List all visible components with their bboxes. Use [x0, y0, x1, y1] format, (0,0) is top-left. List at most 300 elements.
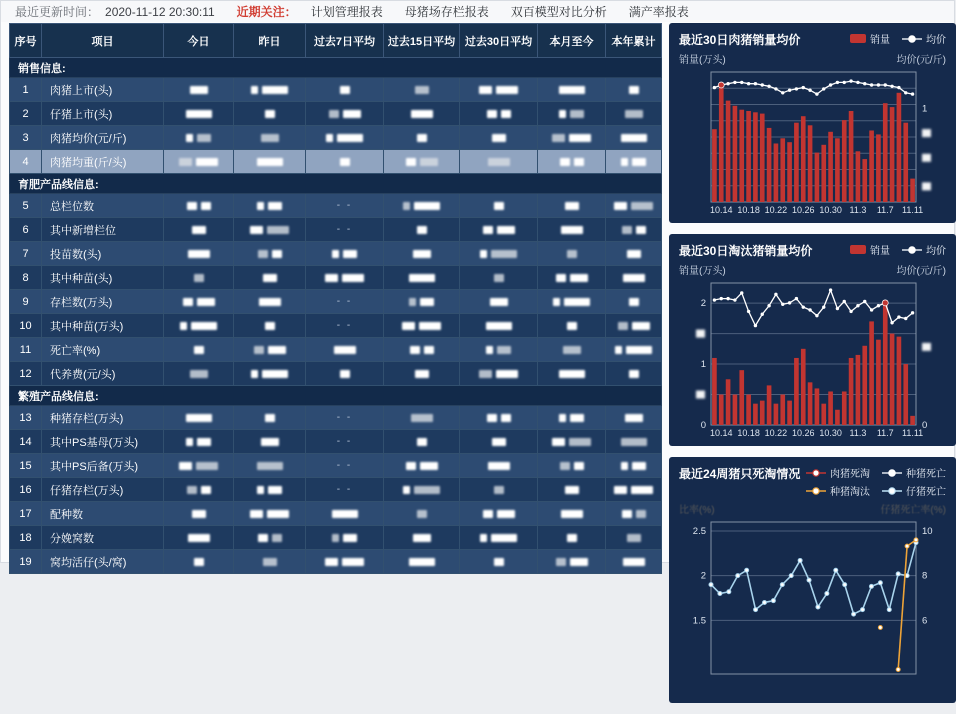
value-cell: [538, 526, 606, 550]
table-row-17[interactable]: [10, 502, 662, 526]
redacted-value: [234, 462, 305, 470]
value-cell: [606, 126, 662, 150]
value-cell: [460, 290, 538, 314]
chart-card-pig-sales-30d: [669, 23, 956, 223]
section-row: [10, 58, 662, 78]
value-cell: [234, 454, 306, 478]
value-cell: [606, 526, 662, 550]
y-axis-tick: 2: [700, 570, 706, 582]
row-index: 6: [10, 218, 42, 242]
x-axis-label: 11.7: [876, 428, 894, 438]
redacted-value: [538, 486, 605, 494]
row-item-label: 其中新增栏位: [42, 218, 164, 242]
value-cell: [164, 406, 234, 430]
x-axis-label: 10.22: [764, 205, 788, 215]
value-cell: [538, 290, 606, 314]
axis-titles: [679, 501, 946, 516]
redacted-value: [606, 274, 661, 282]
redacted-value: [234, 226, 305, 234]
redacted-value: [384, 110, 459, 118]
value-cell: [460, 242, 538, 266]
y-left-axis-title: 销量(万头): [679, 266, 726, 277]
row-item-label: 死亡率(%): [42, 338, 164, 362]
row-item-label: 仔猪上市(头): [42, 102, 164, 126]
legend-item-肉猪死淘[interactable]: [806, 465, 870, 480]
value-cell: [606, 430, 662, 454]
value-cell: [606, 550, 662, 574]
value-cell: [306, 150, 384, 174]
redacted-value: [538, 158, 605, 166]
value-cell: [306, 266, 384, 290]
redacted-value: [606, 226, 661, 234]
updated-time-value: 2020-11-12 20:30:11: [105, 4, 215, 19]
value-cell: [306, 338, 384, 362]
redacted-value: [306, 534, 383, 542]
table-row-15[interactable]: [10, 454, 662, 478]
redacted-value: [384, 250, 459, 258]
legend-label: 销量: [870, 246, 890, 257]
row-item-label: 窝均活仔(头/窝): [42, 550, 164, 574]
redacted-value: [234, 370, 305, 378]
row-index: 9: [10, 290, 42, 314]
redacted-value: [384, 486, 459, 494]
redacted-value: [460, 486, 537, 494]
value-cell: [164, 266, 234, 290]
value-cell: [306, 362, 384, 386]
value-cell: [538, 502, 606, 526]
redacted-value: [606, 134, 661, 142]
value-cell: [606, 266, 662, 290]
row-item-label: 分娩窝数: [42, 526, 164, 550]
value-cell: [234, 150, 306, 174]
value-cell: [538, 218, 606, 242]
table-row-4[interactable]: [10, 150, 662, 174]
value-cell: [306, 102, 384, 126]
redacted-value: [606, 462, 661, 470]
redacted-value: [384, 462, 459, 470]
redacted-value: [460, 86, 537, 94]
redacted-tick: [696, 391, 705, 399]
value-cell: [384, 406, 460, 430]
avg-price-line: [714, 81, 912, 94]
redacted-value: [460, 346, 537, 354]
redacted-value: [460, 370, 537, 378]
row-item-label: 投苗数(头): [42, 242, 164, 266]
value-cell: [606, 290, 662, 314]
row-item-label: 其中种苗(头): [42, 266, 164, 290]
empty-value-dash: - -: [336, 224, 353, 235]
y-axis-tick: 0: [700, 420, 706, 431]
row-item-label: 肉猪均重(斤/头): [42, 150, 164, 174]
value-cell: [234, 478, 306, 502]
value-cell: [384, 218, 460, 242]
value-cell: [460, 338, 538, 362]
value-cell: [384, 526, 460, 550]
value-cell: [234, 194, 306, 218]
table-row-14[interactable]: [10, 430, 662, 454]
table-row-1[interactable]: [10, 78, 662, 102]
legend-item-销量[interactable]: [850, 242, 890, 257]
table-row-18[interactable]: [10, 526, 662, 550]
value-cell: [164, 314, 234, 338]
legend-line-dot-icon: [882, 468, 902, 478]
y-left-axis-title: 销量(万头): [679, 55, 726, 66]
column-header: 过去30日平均: [460, 24, 538, 58]
report-link[interactable]: 满产率报表: [628, 5, 689, 19]
highlighted-point: [718, 82, 724, 88]
value-cell: [164, 338, 234, 362]
redacted-value: [384, 322, 459, 330]
value-cell: [164, 194, 234, 218]
redacted-value: [234, 438, 305, 446]
legend-item-仔猪死亡[interactable]: [882, 483, 946, 498]
row-index: 10: [10, 314, 42, 338]
y-axis-tick: 6: [922, 615, 928, 627]
report-link[interactable]: 计划管理报表: [310, 5, 383, 19]
redacted-value: [460, 534, 537, 542]
redacted-tick: [922, 154, 931, 162]
value-cell: [164, 502, 234, 526]
redacted-value: [164, 322, 233, 330]
value-cell: [164, 150, 234, 174]
recent-focus-label: 近期关注：: [236, 5, 297, 19]
row-index: 2: [10, 102, 42, 126]
report-link[interactable]: 母猪场存栏报表: [404, 5, 489, 19]
redacted-value: [538, 322, 605, 330]
value-cell: [606, 218, 662, 242]
value-cell: [538, 478, 606, 502]
redacted-value: [234, 134, 305, 142]
value-cell: [606, 150, 662, 174]
chart-header: [679, 31, 946, 48]
chart-card-cull-pig-sales-30d: [669, 234, 956, 446]
column-header: 昨日: [234, 24, 306, 58]
redacted-tick: [696, 330, 705, 338]
value-cell: [234, 78, 306, 102]
redacted-value: [538, 370, 605, 378]
table-row-8[interactable]: [10, 266, 662, 290]
chart-title: 最近30日肉猪销量均价: [679, 33, 801, 47]
value-cell: [538, 102, 606, 126]
column-header: 项目: [42, 24, 164, 58]
value-cell: [306, 454, 384, 478]
row-index: 14: [10, 430, 42, 454]
axis-titles: [679, 262, 946, 277]
value-cell: [460, 218, 538, 242]
value-cell: [460, 314, 538, 338]
value-cell: [234, 338, 306, 362]
value-cell: [384, 242, 460, 266]
value-cell: [164, 526, 234, 550]
value-cell: [606, 338, 662, 362]
table-row-13[interactable]: [10, 406, 662, 430]
empty-value-dash: - -: [336, 460, 353, 471]
avg-price-line: [714, 290, 912, 326]
redacted-value: [460, 510, 537, 518]
value-cell: [234, 406, 306, 430]
redacted-value: [234, 274, 305, 282]
value-cell: [606, 502, 662, 526]
redacted-value: [234, 110, 305, 118]
redacted-value: [606, 110, 661, 118]
value-cell: [384, 362, 460, 386]
value-cell: [538, 266, 606, 290]
value-cell: [538, 406, 606, 430]
redacted-value: [538, 414, 605, 422]
legend-item-均价[interactable]: [902, 31, 946, 46]
legend-label: 肉猪死淘: [830, 469, 870, 480]
value-cell: [606, 78, 662, 102]
value-cell: [460, 150, 538, 174]
redacted-value: [384, 298, 459, 306]
table-row-10[interactable]: [10, 314, 662, 338]
table-row-3[interactable]: [10, 126, 662, 150]
redacted-value: [384, 86, 459, 94]
value-cell: [164, 102, 234, 126]
value-cell: [606, 102, 662, 126]
y-right-axis-title: 均价(元/斤): [896, 266, 946, 277]
redacted-value: [384, 534, 459, 542]
table-row-5[interactable]: [10, 194, 662, 218]
table-row-2[interactable]: [10, 102, 662, 126]
table-row-6[interactable]: [10, 218, 662, 242]
value-cell: [164, 242, 234, 266]
redacted-value: [234, 558, 305, 566]
y-axis-tick: 1: [922, 103, 928, 115]
redacted-value: [306, 158, 383, 166]
redacted-value: [384, 558, 459, 566]
redacted-value: [234, 202, 305, 210]
legend-line-dot-icon: [806, 468, 826, 478]
redacted-value: [306, 274, 383, 282]
x-axis-label: 10.18: [737, 205, 760, 215]
redacted-value: [460, 414, 537, 422]
value-cell: [460, 362, 538, 386]
legend-label: 均价: [926, 35, 946, 46]
legend-line-dot-icon: [806, 486, 826, 496]
section-title: 育肥产品线信息:: [10, 174, 662, 194]
redacted-tick: [922, 343, 931, 351]
value-cell: [538, 430, 606, 454]
value-cell: [384, 102, 460, 126]
value-cell: [164, 550, 234, 574]
chart-legend: [850, 242, 946, 257]
value-cell: [606, 478, 662, 502]
empty-value-dash: - -: [336, 296, 353, 307]
column-header: 本年累计: [606, 24, 662, 58]
report-link[interactable]: 双百模型对比分析: [510, 5, 607, 19]
value-cell: [234, 126, 306, 150]
redacted-value: [306, 250, 383, 258]
row-item-label: 肉猪上市(头): [42, 78, 164, 102]
legend-line-dot-icon: [882, 486, 902, 496]
section-row: [10, 386, 662, 406]
legend-item-种猪淘汰[interactable]: [806, 483, 870, 498]
kpi-table-container: [9, 23, 661, 569]
highlighted-point: [882, 300, 888, 306]
redacted-value: [234, 534, 305, 542]
table-header-row: [10, 24, 662, 58]
empty-value-dash: - -: [336, 412, 353, 423]
chart-legend: [806, 465, 946, 498]
table-row-11[interactable]: [10, 338, 662, 362]
report-links: [311, 3, 711, 20]
value-cell: [460, 126, 538, 150]
row-index: 18: [10, 526, 42, 550]
x-axis-label: 11.7: [876, 205, 894, 215]
row-index: 4: [10, 150, 42, 174]
row-item-label: 配种数: [42, 502, 164, 526]
value-cell: [538, 150, 606, 174]
redacted-value: [384, 510, 459, 518]
redacted-value: [538, 346, 605, 354]
redacted-value: [164, 226, 233, 234]
value-cell: [306, 126, 384, 150]
main-content: [9, 23, 956, 714]
redacted-value: [538, 462, 605, 470]
x-axis-label: 10.30: [819, 428, 842, 438]
value-cell: [306, 478, 384, 502]
value-cell: [606, 242, 662, 266]
redacted-value: [538, 86, 605, 94]
section-title: 销售信息:: [10, 58, 662, 78]
value-cell: [384, 194, 460, 218]
value-cell: [606, 362, 662, 386]
value-cell: [234, 218, 306, 242]
value-cell: [234, 430, 306, 454]
redacted-value: [306, 346, 383, 354]
redacted-value: [460, 158, 537, 166]
y-axis-tick: 2.5: [692, 525, 706, 537]
redacted-value: [538, 202, 605, 210]
table-row-9[interactable]: [10, 290, 662, 314]
value-cell: [538, 362, 606, 386]
redacted-value: [164, 510, 233, 518]
redacted-value: [384, 158, 459, 166]
redacted-value: [234, 486, 305, 494]
redacted-value: [538, 274, 605, 282]
y-axis-tick: 10: [922, 525, 933, 537]
value-cell: [460, 526, 538, 550]
y-axis-tick: 8: [922, 570, 928, 582]
value-cell: [538, 454, 606, 478]
redacted-value: [234, 158, 305, 166]
redacted-tick: [922, 182, 931, 190]
value-cell: [164, 478, 234, 502]
chart-header: [679, 465, 946, 498]
redacted-value: [538, 510, 605, 518]
row-index: 3: [10, 126, 42, 150]
redacted-value: [460, 110, 537, 118]
redacted-value: [164, 370, 233, 378]
redacted-value: [460, 462, 537, 470]
redacted-value: [384, 202, 459, 210]
redacted-value: [606, 86, 661, 94]
legend-item-销量[interactable]: [850, 31, 890, 46]
redacted-value: [538, 110, 605, 118]
redacted-value: [460, 226, 537, 234]
y-right-axis-title: 仔猪死亡率(%): [880, 505, 946, 516]
legend-label: 种猪淘汰: [830, 487, 870, 498]
value-cell: [384, 430, 460, 454]
redacted-value: [606, 370, 661, 378]
redacted-value: [538, 250, 605, 258]
x-axis-label: 11.3: [849, 205, 867, 215]
y-axis-tick: 1.5: [692, 615, 706, 627]
row-item-label: 其中PS后备(万头): [42, 454, 164, 478]
redacted-value: [384, 134, 459, 142]
redacted-tick: [922, 129, 931, 137]
y-left-axis-title: 比率(%): [679, 505, 715, 516]
y-right-axis-title: 均价(元/斤): [896, 55, 946, 66]
value-cell: [306, 242, 384, 266]
x-axis-label: 10.30: [819, 205, 842, 215]
row-item-label: 种猪存栏(万头): [42, 406, 164, 430]
row-item-label: 仔猪存栏(万头): [42, 478, 164, 502]
redacted-value: [606, 298, 661, 306]
value-cell: [234, 362, 306, 386]
row-item-label: 代养费(元/头): [42, 362, 164, 386]
value-cell: [306, 290, 384, 314]
value-cell: [538, 126, 606, 150]
redacted-value: [164, 438, 233, 446]
value-cell: [164, 78, 234, 102]
chart-header: [679, 242, 946, 259]
table-row-7[interactable]: [10, 242, 662, 266]
redacted-value: [606, 510, 661, 518]
value-cell: [306, 314, 384, 338]
redacted-value: [306, 86, 383, 94]
row-index: 13: [10, 406, 42, 430]
column-header: 过去15日平均: [384, 24, 460, 58]
updated-time-label: 最近更新时间：: [15, 5, 100, 19]
redacted-value: [460, 250, 537, 258]
redacted-value: [606, 438, 661, 446]
x-axis-label: 10.26: [791, 205, 815, 215]
value-cell: [164, 362, 234, 386]
row-item-label: 其中PS基母(万头): [42, 430, 164, 454]
redacted-value: [460, 274, 537, 282]
value-cell: [164, 454, 234, 478]
legend-item-均价[interactable]: [902, 242, 946, 257]
redacted-value: [234, 298, 305, 306]
table-row-19[interactable]: [10, 550, 662, 574]
value-cell: [460, 454, 538, 478]
redacted-value: [460, 298, 537, 306]
redacted-value: [164, 346, 233, 354]
value-cell: [306, 194, 384, 218]
legend-label: 均价: [926, 246, 946, 257]
row-index: 7: [10, 242, 42, 266]
legend-label: 仔猪死亡: [906, 487, 946, 498]
value-cell: [384, 78, 460, 102]
redacted-value: [460, 558, 537, 566]
value-cell: [234, 242, 306, 266]
x-axis-label: 10.14: [709, 205, 733, 215]
table-row-12[interactable]: [10, 362, 662, 386]
x-axis-label: 10.14: [709, 428, 733, 438]
value-cell: [384, 150, 460, 174]
value-cell: [164, 430, 234, 454]
empty-value-dash: - -: [336, 320, 353, 331]
table-row-16[interactable]: [10, 478, 662, 502]
value-cell: [460, 478, 538, 502]
row-index: 11: [10, 338, 42, 362]
legend-item-种猪死亡[interactable]: [882, 465, 946, 480]
redacted-value: [234, 322, 305, 330]
value-cell: [306, 502, 384, 526]
value-cell: [460, 502, 538, 526]
